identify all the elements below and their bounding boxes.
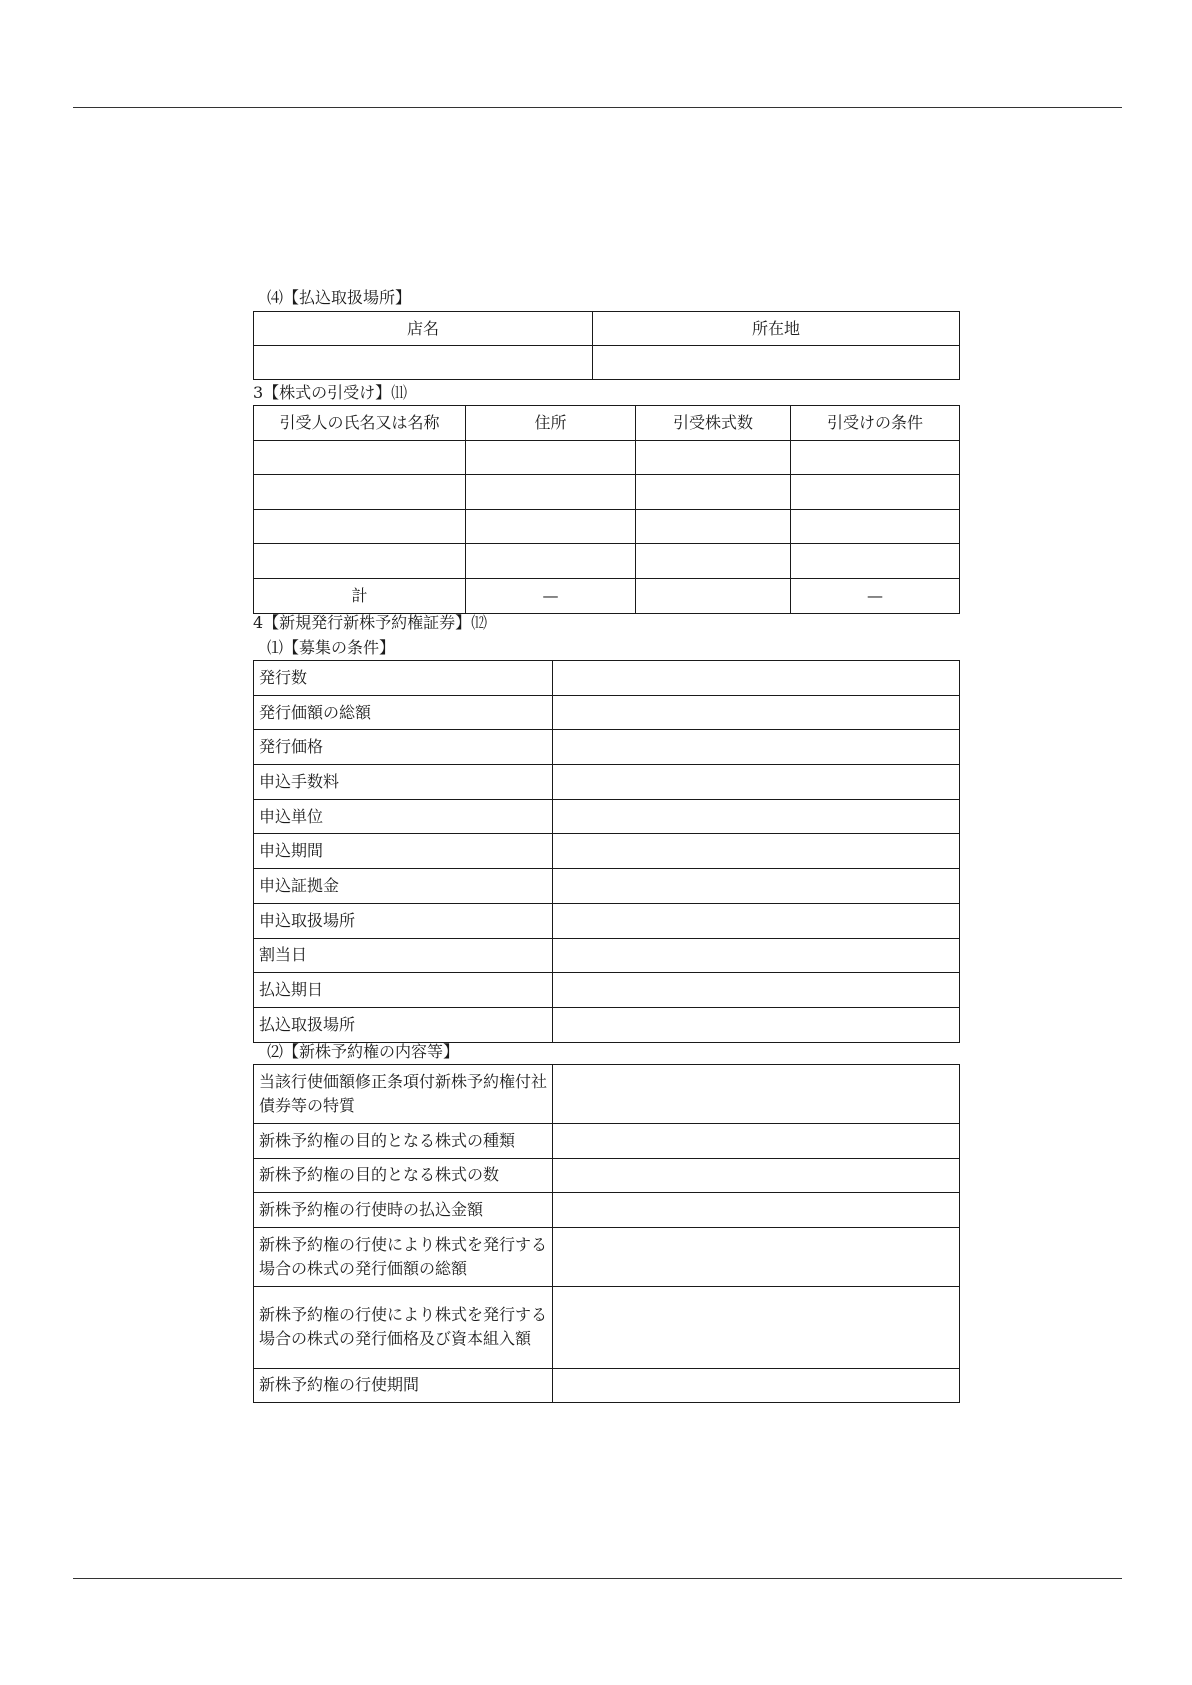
- row-label: 割当日: [254, 938, 553, 973]
- row-label: 当該行使価額修正条項付新株予約権付社債券等の特質: [254, 1065, 553, 1124]
- row-label: 新株予約権の目的となる株式の数: [254, 1158, 553, 1193]
- header-store-name: 店名: [254, 312, 593, 346]
- table-row: [254, 1368, 960, 1403]
- row-label: 払込取扱場所: [254, 1007, 553, 1042]
- table-row: [254, 765, 960, 800]
- footer-rule: [73, 1578, 1122, 1579]
- header-rule: [73, 107, 1122, 108]
- row-label: 新株予約権の行使時の払込金額: [254, 1193, 553, 1228]
- table-row: [254, 1065, 960, 1124]
- header-underwriter-name: 引受人の氏名又は名称: [254, 406, 466, 441]
- row-label: 申込期間: [254, 834, 553, 869]
- total-row: [254, 578, 960, 613]
- table-row: [254, 1193, 960, 1228]
- table-row: [254, 509, 960, 544]
- cell-store-name: [254, 346, 593, 380]
- header-conditions: 引受けの条件: [791, 406, 960, 441]
- table-row: [254, 661, 960, 696]
- row-label: 申込取扱場所: [254, 903, 553, 938]
- header-share-count: 引受株式数: [636, 406, 791, 441]
- row-label: 新株予約権の行使により株式を発行する場合の株式の発行価額の総額: [254, 1227, 553, 1286]
- row-label: 新株予約権の行使期間: [254, 1368, 553, 1403]
- table-row: [254, 1007, 960, 1042]
- table-row: [254, 799, 960, 834]
- content-table: [253, 1064, 960, 1403]
- table-row: [254, 544, 960, 579]
- table-row: [254, 406, 960, 441]
- payment-place-table: [253, 311, 960, 380]
- table-row: [254, 938, 960, 973]
- table-row: [254, 695, 960, 730]
- table-row: [254, 1286, 960, 1368]
- row-label: 発行数: [254, 661, 553, 696]
- new-rights-heading: 4【新規発行新株予約権証券】⑿: [253, 613, 488, 632]
- header-underwriter-address: 住所: [466, 406, 636, 441]
- payment-place-heading: ⑷【払込取扱場所】: [267, 288, 412, 307]
- total-label: 計: [254, 578, 466, 613]
- table-row: [254, 1227, 960, 1286]
- row-label: 払込期日: [254, 973, 553, 1008]
- content-heading: ⑵【新株予約権の内容等】: [267, 1042, 460, 1061]
- row-label: 新株予約権の行使により株式を発行する場合の株式の発行価格及び資本組入額: [254, 1286, 553, 1368]
- table-row: [254, 973, 960, 1008]
- header-address: 所在地: [593, 312, 960, 346]
- row-label: 申込単位: [254, 799, 553, 834]
- table-row: [254, 730, 960, 765]
- table-row: [254, 440, 960, 475]
- row-label: 発行価格: [254, 730, 553, 765]
- table-row: [254, 869, 960, 904]
- row-label: 申込手数料: [254, 765, 553, 800]
- underwriting-table: [253, 405, 960, 614]
- row-label: 申込証拠金: [254, 869, 553, 904]
- table-row: [254, 903, 960, 938]
- table-row: [254, 475, 960, 510]
- recruitment-heading: ⑴【募集の条件】: [267, 638, 396, 657]
- underwriting-heading: 3【株式の引受け】⑾: [253, 383, 408, 402]
- total-address-dash: —: [466, 578, 636, 613]
- table-row: [254, 834, 960, 869]
- total-conditions-dash: —: [791, 578, 960, 613]
- row-label: 新株予約権の目的となる株式の種類: [254, 1124, 553, 1159]
- total-share-count: [636, 578, 791, 613]
- cell-address: [593, 346, 960, 380]
- table-row: [254, 1158, 960, 1193]
- recruitment-table: [253, 660, 960, 1043]
- row-label: 発行価額の総額: [254, 695, 553, 730]
- table-row: [254, 1124, 960, 1159]
